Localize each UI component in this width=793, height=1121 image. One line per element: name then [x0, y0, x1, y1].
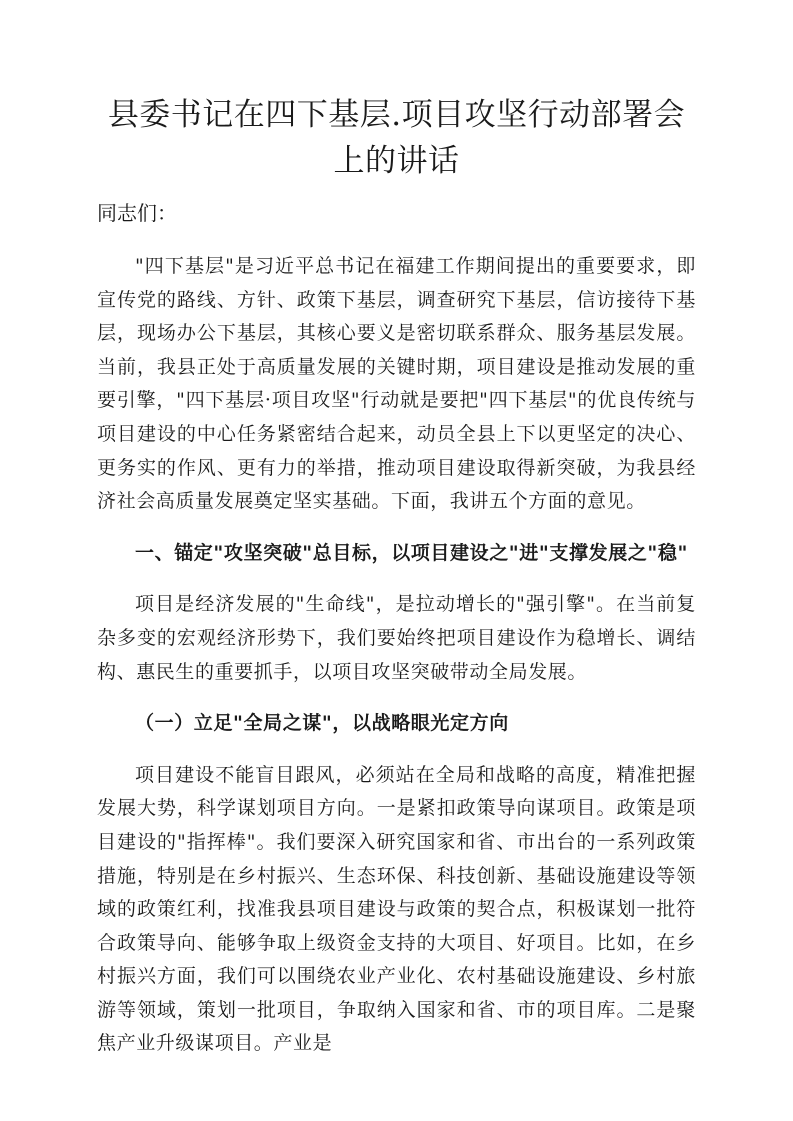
paragraph-section-1: 项目是经济发展的"生命线"，是拉动增长的"强引擎"。在当前复杂多变的宏观经济形势下，我们要始终把项目建设作为稳增长、调结构、惠民生的重要抓手，以项目攻坚突破带动全局发展。 — [97, 593, 696, 683]
paragraph-intro: "四下基层"是习近平总书记在福建工作期间提出的重要要求，即宣传党的路线、方针、政策下基层，调查研究下基层，信访接待下基层，现场办公下基层，其核心要义是密切联系群众、服务基层发展。当前，我县正处于高质量发展的关键时期，项目建设是推动发展的重要引擎，"四下基层·项目攻坚"行动就是要把"四下基层"的优良传统与项目建设的中心任务紧密结合起来，动员全县上下以更坚定的决心、更务实的作风、更有力的举措，推动项目建设取得新突破，为我县经济社会高质量发展奠定坚实基础。下面，我讲五个方面的意见。 — [97, 255, 696, 513]
section-heading-1: 一、锚定"攻坚突破"总目标，以项目建设之"进"支撑发展之"稳" — [135, 541, 688, 564]
salutation: 同志们： — [97, 201, 177, 225]
subsection-heading-1: （一）立足"全局之谋"，以战略眼光定方向 — [135, 712, 509, 735]
document-title: 县委书记在四下基层.项目攻坚行动部署会上的讲话 — [107, 97, 686, 179]
paragraph-subsection-1: 项目建设不能盲目跟风，必须站在全局和战略的高度，精准把握发展大势，科学谋划项目方向。一是紧扣政策导向谋项目。政策是项目建设的"指挥棒"。我们要深入研究国家和省、市出台的一系列政策措施，特别是在乡村振兴、生态环保、科技创新、基础设施建设等领域的政策红利，找准我县项目建设与政策的契合点，积极谋划一批符合政策导向、能够争取上级资金支持的大项目、好项目。比如，在乡村振兴方面，我们可以围绕农业产业化、农村基础设施建设、乡村旅游等领域，策划一批项目，争取纳入国家和省、市的项目库。二是聚焦产业升级谋项目。产业是 — [97, 763, 696, 1055]
